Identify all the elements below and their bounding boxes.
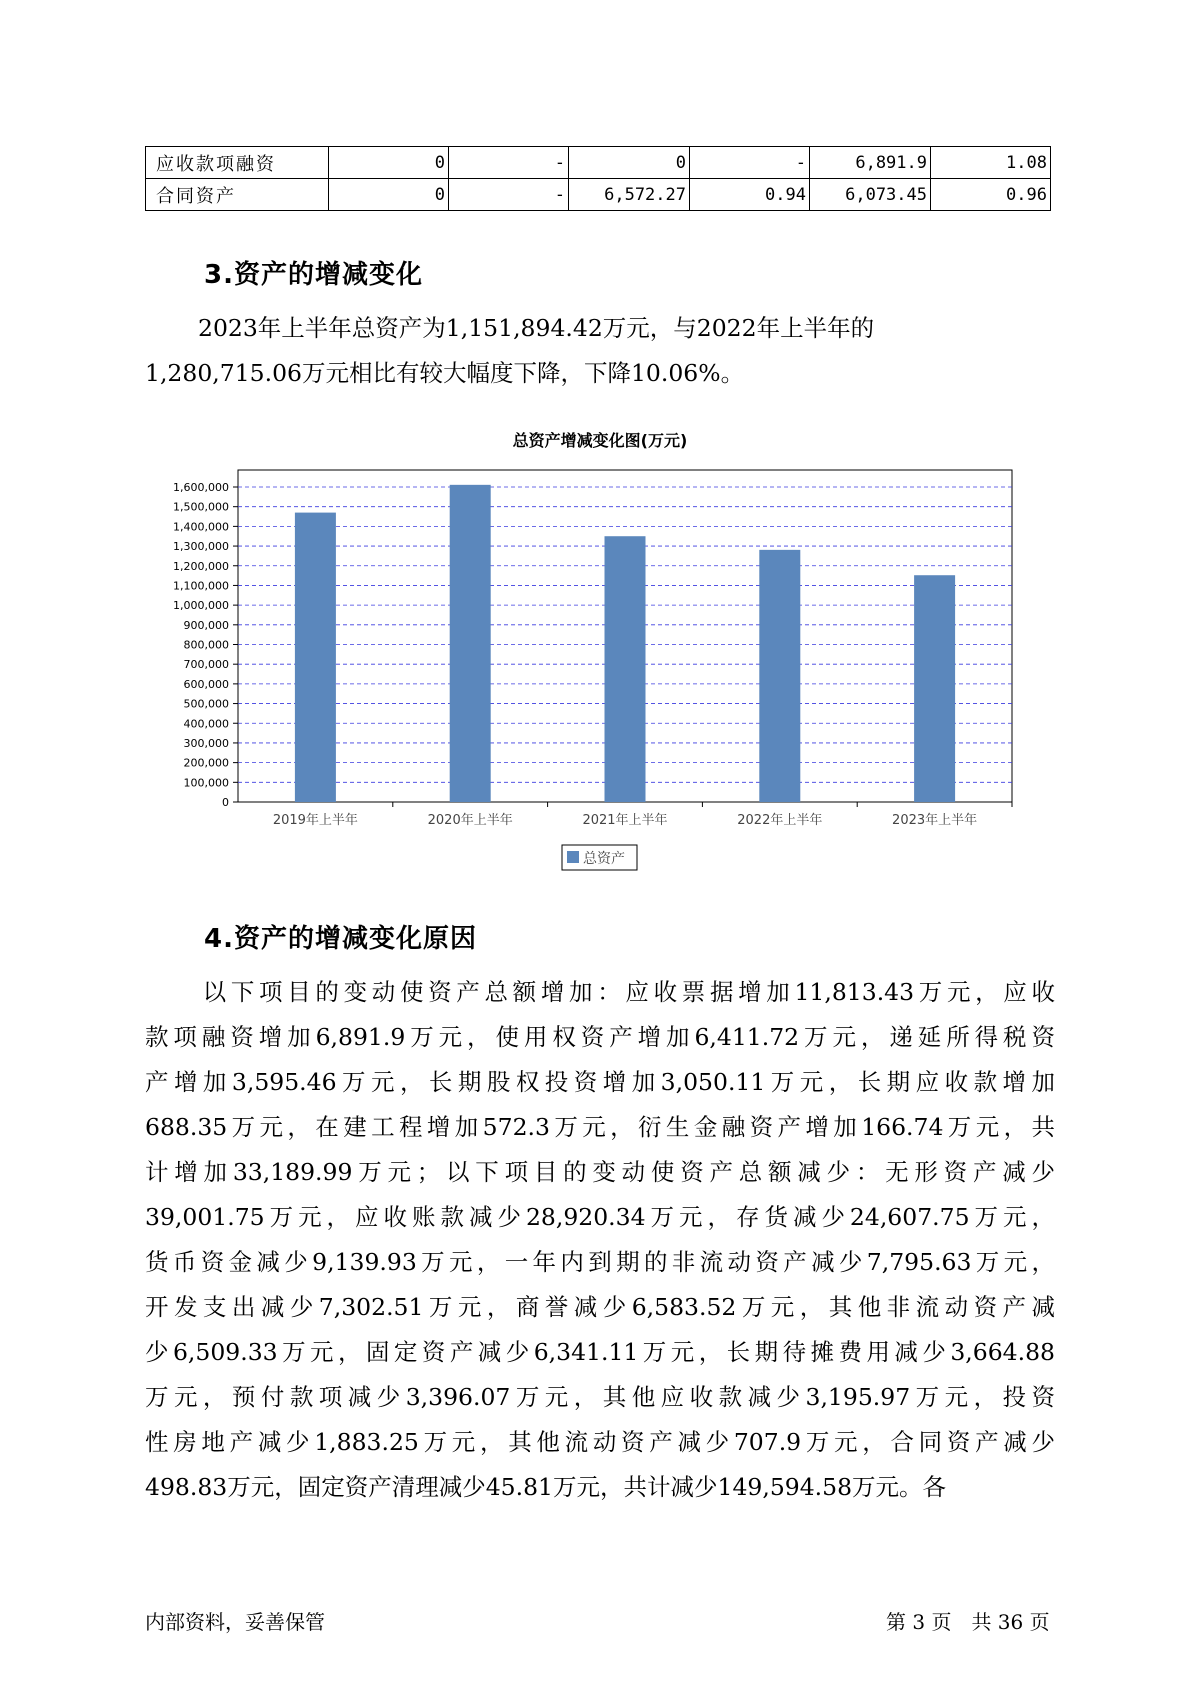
paragraph-line: 39,001.75万元，应收账款减少28,920.34万元，存货减少24,607.75万元， (145, 1203, 1055, 1231)
table-cell-value: - (449, 179, 569, 211)
paragraph-line: 以下项目的变动使资产总额增加：应收票据增加11,813.43万元，应收 (198, 978, 1055, 1006)
legend-label: 总资产 (583, 851, 625, 867)
table-cell-value: 0.96 (931, 179, 1051, 211)
table-cell-value: 6,891.9 (810, 147, 931, 179)
table-cell-item-name: 合同资产 (146, 179, 329, 211)
paragraph-line: 688.35万元，在建工程增加572.3万元，衍生金融资产增加166.74万元，共 (145, 1113, 1055, 1141)
y-tick-label: 200,000 (183, 756, 229, 770)
x-tick-label: 2022年上半年 (737, 813, 823, 828)
chart-title: 总资产增减变化图(万元) (512, 431, 688, 450)
table-cell-value: 6,073.45 (810, 179, 931, 211)
table-cell-value: - (690, 147, 810, 179)
bar (605, 536, 646, 802)
y-tick-label: 100,000 (183, 776, 229, 790)
paragraph-line: 款项融资增加6,891.9万元，使用权资产增加6,411.72万元，递延所得税资 (145, 1023, 1055, 1051)
table-cell-value: 0.94 (690, 179, 810, 211)
bar (295, 513, 336, 802)
y-tick-label: 900,000 (183, 618, 229, 632)
paragraph-line: 498.83万元，固定资产清理减少45.81万元，共计减少149,594.58万元。各 (145, 1473, 947, 1501)
legend-swatch (567, 851, 579, 863)
footer-confidential-note: 内部资料，妥善保管 (145, 1610, 325, 1634)
paragraph-line: 计增加33,189.99万元；以下项目的变动使资产总额减少：无形资产减少 (145, 1158, 1055, 1186)
y-tick-label: 1,400,000 (173, 520, 229, 534)
x-tick-label: 2019年上半年 (272, 813, 358, 828)
y-tick-label: 700,000 (183, 658, 229, 672)
bar (914, 575, 955, 802)
section-4-paragraph (145, 970, 1055, 1510)
bar (759, 550, 800, 802)
paragraph-line: 开发支出减少7,302.51万元，商誉减少6,583.52万元，其他非流动资产减 (145, 1293, 1055, 1321)
section-4-heading: 4.资产的增减变化原因 (204, 924, 477, 954)
table-cell-value: 0 (569, 147, 690, 179)
bar (450, 485, 491, 802)
y-tick-label: 600,000 (183, 677, 229, 691)
x-tick-label: 2023年上半年 (892, 813, 978, 828)
y-tick-label: 400,000 (183, 717, 229, 731)
paragraph-line: 少6,509.33万元，固定资产减少6,341.11万元，长期待摊费用减少3,664.88 (145, 1338, 1055, 1366)
paragraph-line: 万元，预付款项减少3,396.07万元，其他应收款减少3,195.97万元，投资 (145, 1383, 1055, 1411)
x-tick-label: 2020年上半年 (427, 813, 513, 828)
table-cell-value: 6,572.27 (569, 179, 690, 211)
paragraph-line: 性房地产减少1,883.25万元，其他流动资产减少707.9万元，合同资产减少 (145, 1428, 1055, 1456)
x-tick-label: 2021年上半年 (582, 813, 668, 828)
table-cell-value: 1.08 (931, 147, 1051, 179)
y-tick-label: 1,200,000 (173, 559, 229, 573)
table-cell-value: - (449, 147, 569, 179)
table-cell-item-name: 应收款项融资 (146, 147, 329, 179)
paragraph-line: 1,280,715.06万元相比有较大幅度下降，下降10.06%。 (145, 359, 745, 387)
paragraph-line: 货币资金减少9,139.93万元，一年内到期的非流动资产减少7,795.63万元， (145, 1248, 1055, 1276)
y-tick-label: 800,000 (183, 638, 229, 652)
y-tick-label: 500,000 (183, 697, 229, 711)
y-tick-label: 1,600,000 (173, 481, 229, 494)
paragraph-line: 2023年上半年总资产为1,151,894.42万元，与2022年上半年的 (198, 314, 875, 342)
paragraph-line: 产增加3,595.46万元，长期股权投资增加3,050.11万元，长期应收款增加 (145, 1068, 1055, 1096)
y-tick-label: 300,000 (183, 736, 229, 750)
table-cell-value: 0 (329, 179, 449, 211)
y-tick-label: 1,000,000 (173, 599, 229, 613)
y-tick-label: 0 (222, 796, 229, 809)
table-cell-value: 0 (329, 147, 449, 179)
y-tick-label: 1,100,000 (173, 579, 229, 593)
y-tick-label: 1,300,000 (173, 540, 229, 554)
y-tick-label: 1,500,000 (173, 500, 229, 514)
section-3-heading: 3.资产的增减变化 (204, 260, 423, 290)
footer-page-number: 第 3 页 共 36 页 (886, 1610, 1050, 1634)
